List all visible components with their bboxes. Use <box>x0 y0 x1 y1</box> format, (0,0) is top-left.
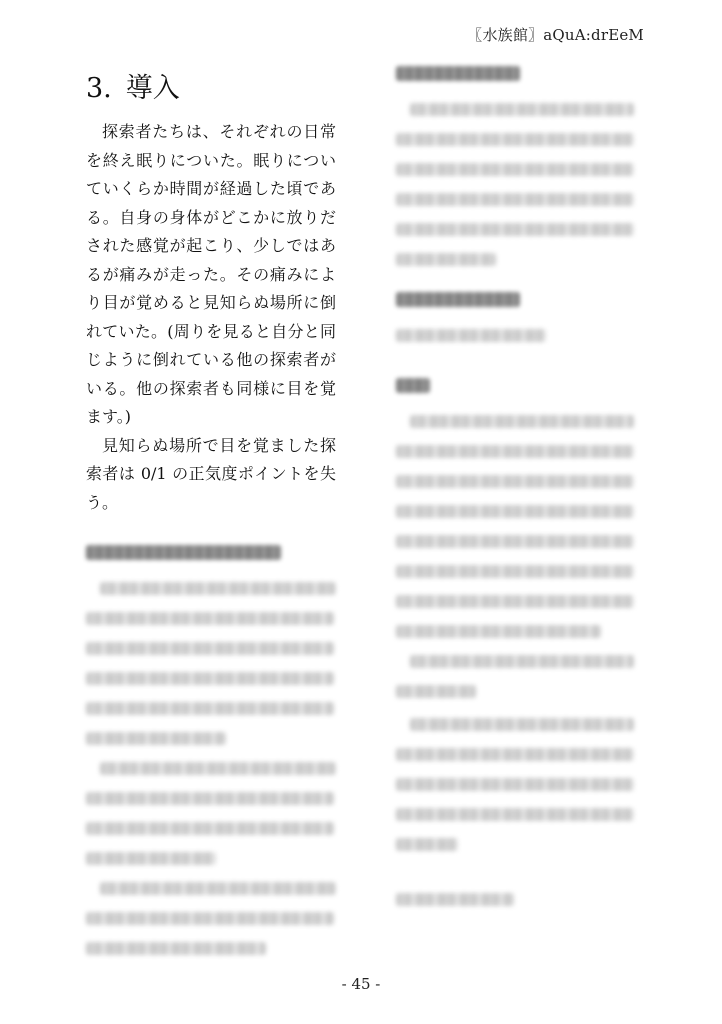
page-number: - 45 - <box>341 975 381 993</box>
redacted-line <box>396 595 634 608</box>
redacted-line <box>396 685 476 698</box>
section-number: 3. <box>86 73 112 104</box>
redacted-heading <box>396 292 520 307</box>
redacted-heading <box>396 66 520 81</box>
redacted-line <box>410 415 634 428</box>
redacted-line <box>86 702 334 715</box>
sanity-paragraph: 見知らぬ場所で目を覚ました探索者は 0/1 の正気度ポイントを失う。 <box>86 435 336 512</box>
redacted-line <box>396 505 634 518</box>
redacted-right-block-2 <box>396 292 636 359</box>
running-header: 〖水族館〗aQuA:drEeM <box>467 26 644 44</box>
redacted-line <box>396 535 634 548</box>
redacted-line <box>410 655 634 668</box>
redacted-line <box>396 893 514 906</box>
redacted-line <box>86 912 334 925</box>
redacted-line <box>396 445 634 458</box>
redacted-line <box>86 612 334 625</box>
redacted-heading <box>396 378 430 393</box>
redacted-line <box>396 808 634 821</box>
redacted-line <box>396 223 634 236</box>
redacted-line <box>396 475 634 488</box>
redacted-heading <box>86 545 281 560</box>
redacted-line <box>100 762 336 775</box>
redacted-right-block-3 <box>396 378 636 715</box>
redacted-line <box>396 838 458 851</box>
intro-body <box>86 118 336 517</box>
redacted-line <box>396 163 634 176</box>
redacted-line <box>396 193 634 206</box>
redacted-line <box>86 672 334 685</box>
redacted-line <box>86 942 266 955</box>
redacted-line <box>396 253 496 266</box>
redacted-line <box>86 792 334 805</box>
redacted-line <box>396 625 601 638</box>
section-heading: 導入 <box>125 73 180 104</box>
redacted-line <box>100 582 336 595</box>
redacted-line <box>396 329 546 342</box>
redacted-line <box>86 822 334 835</box>
redacted-left-block <box>86 545 336 972</box>
redacted-right-block-4 <box>396 718 636 868</box>
redacted-right-block-1 <box>396 66 636 283</box>
redacted-line <box>86 732 226 745</box>
redacted-line <box>396 778 634 791</box>
redacted-line <box>396 133 634 146</box>
redacted-right-block-5 <box>396 893 636 923</box>
section-title <box>86 66 180 105</box>
redacted-line <box>86 642 334 655</box>
redacted-line <box>410 103 634 116</box>
redacted-line <box>86 852 216 865</box>
redacted-line <box>410 718 634 731</box>
redacted-line <box>396 565 634 578</box>
redacted-line <box>100 882 336 895</box>
intro-paragraph: 探索者たちは、それぞれの日常を終え眠りについた。眠りについていくらか時間が経過した頃である。自身の身体がどこかに放りだされた感覚が起こり、少しではあるが痛みが走った。その痛みにより目が覚めると見知らぬ場所に倒れていた。(周りを見ると自分と同じように倒れている他の探索者がいる。他の探索者も同様に目を覚ます。) <box>86 122 336 426</box>
redacted-line <box>396 748 634 761</box>
